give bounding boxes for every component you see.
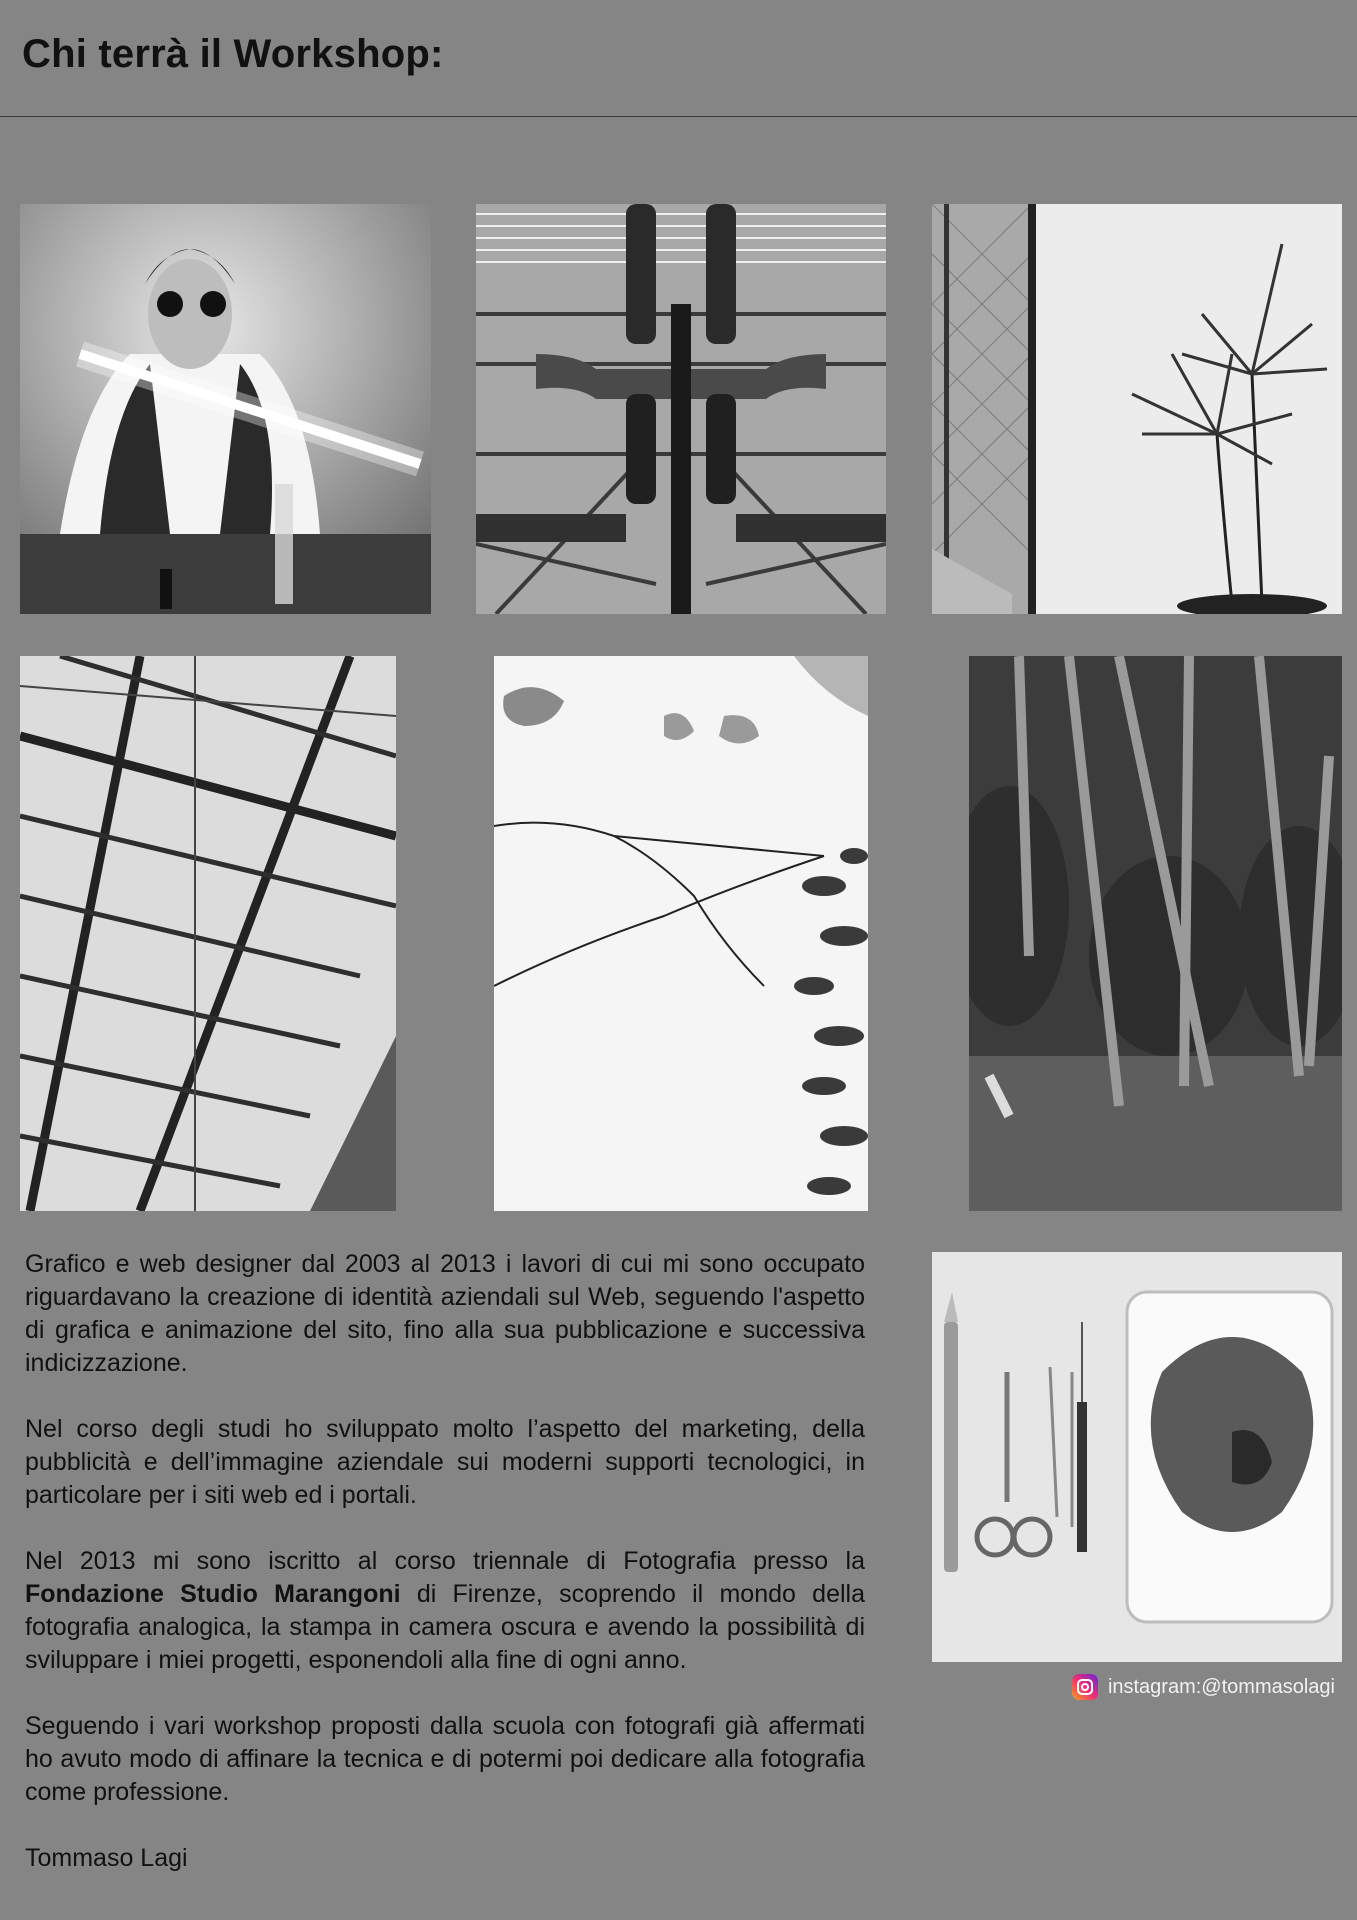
bamboo-grove-icon (969, 656, 1342, 1211)
greenhouse-machinery-icon (476, 204, 886, 614)
potted-palm-photo (932, 204, 1342, 614)
bio-paragraph-3-start: Nel 2013 mi sono iscritto al corso triennale di Fotografia presso la (25, 1547, 865, 1575)
header-divider (0, 116, 1357, 117)
bio-paragraph-1: Grafico e web designer dal 2003 al 2013 i lavori di cui mi sono occupato riguardavano la creazione di identità aziendali sul Web, seguendo l'aspetto di grafica e animazione del sito, fino alla sua pubblicazione e successiva indicizzazione. (25, 1250, 865, 1377)
wall-cables-photo (494, 656, 868, 1211)
bio-paragraph-3 (25, 1545, 865, 1677)
page-title: Chi terrà il Workshop: (22, 32, 444, 76)
school-name: Fondazione Studio Marangoni (25, 1580, 401, 1608)
instagram-handle: instagram:@tommasolagi (1107, 1675, 1335, 1698)
biography (25, 1248, 865, 1908)
glass-roof-photo (20, 656, 396, 1211)
wall-with-cables-icon (494, 656, 868, 1211)
surgical-tools-and-heart-icon (932, 1252, 1342, 1662)
potted-palm-icon (932, 204, 1342, 614)
still-life-photo (932, 1252, 1342, 1662)
glass-roof-frame-icon (20, 656, 396, 1211)
greenhouse-machinery-photo (476, 204, 886, 614)
bamboo-grove-photo (969, 656, 1342, 1211)
signature: Tommaso Lagi (25, 1844, 188, 1872)
bio-paragraph-4: Seguendo i vari workshop proposti dalla scuola con fotografi già affermati ho avuto modo di affinare la tecnica e di potermi poi dedicare alla fotografia come professione. (25, 1712, 865, 1806)
instagram-link[interactable] (1072, 1674, 1335, 1700)
portrait-photo (20, 204, 431, 614)
portrait-with-light-tube-icon (20, 204, 431, 614)
bio-paragraph-3-end: di Firenze, scoprendo il mondo della fotografia analogica, la stampa in camera oscura e avendo la possibilità di sviluppare i miei progetti, esponendoli alla fine di ogni anno. (25, 1580, 866, 1674)
bio-paragraph-2: Nel corso degli studi ho sviluppato molto l’aspetto del marketing, della pubblicità e dell’immagine aziendale sui moderni supporti tecnologici, in particolare per i siti web ed i portali. (25, 1415, 865, 1509)
instagram-icon (1072, 1674, 1098, 1700)
